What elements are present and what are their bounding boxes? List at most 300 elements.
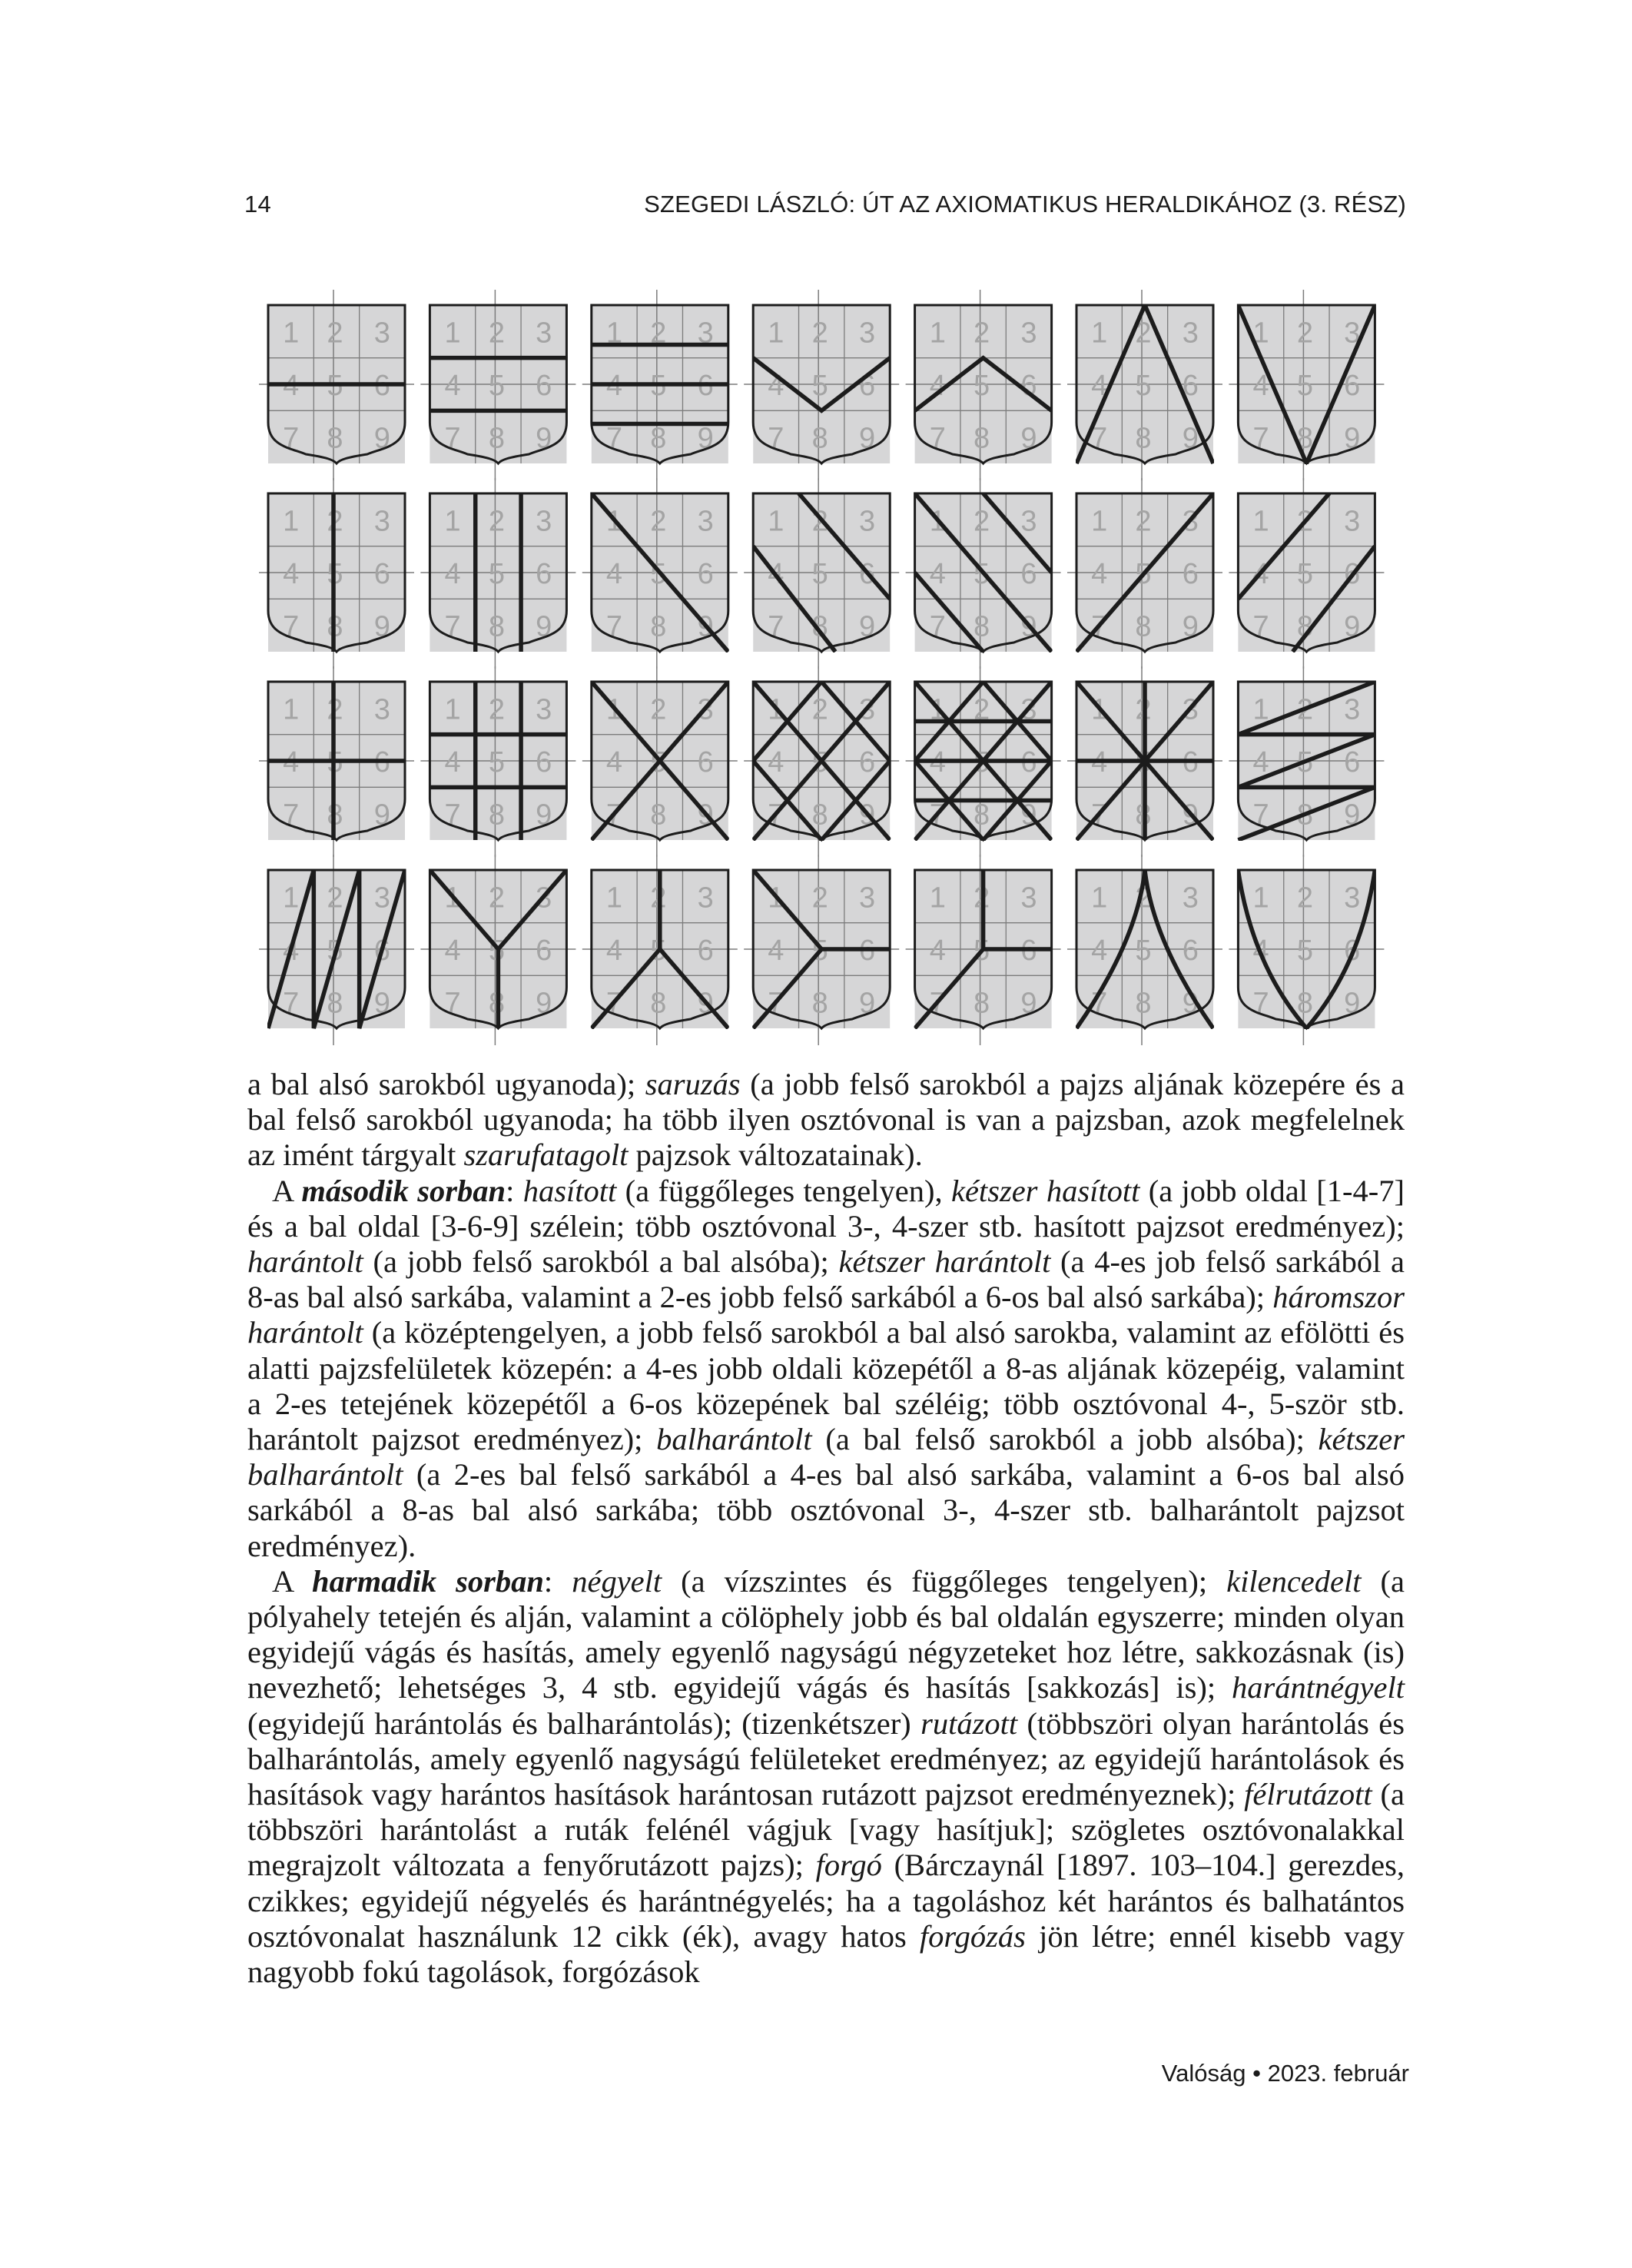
shield [1067, 290, 1222, 480]
cell-number: 3 [697, 693, 714, 726]
cell-number: 7 [283, 610, 300, 643]
cell-number: 7 [768, 987, 784, 1020]
cell-number: 7 [605, 987, 623, 1020]
cell-number: 1 [444, 505, 461, 538]
cell-number: 6 [536, 746, 552, 779]
cell-number: 8 [974, 610, 990, 643]
cell-number: 9 [1020, 610, 1037, 643]
cell-number: 2 [327, 882, 343, 915]
footer: Valóság • 2023. február [1161, 2060, 1409, 2087]
cell-number: 3 [1344, 882, 1361, 915]
cell-number: 9 [1182, 422, 1199, 455]
cell-number: 8 [811, 422, 828, 455]
cell-number: 5 [488, 746, 505, 779]
cell-number: 1 [929, 882, 946, 915]
italic-term: négyelt [572, 1563, 662, 1599]
cell-number: 5 [1296, 370, 1313, 402]
shield [744, 290, 899, 480]
cell-number: 3 [536, 693, 552, 726]
cell-number: 5 [1296, 746, 1313, 779]
cell-number: 9 [373, 422, 390, 455]
cell-number: 8 [327, 610, 343, 643]
cell-number: 3 [697, 882, 714, 915]
cell-number: 1 [768, 505, 784, 538]
cell-number: 6 [373, 370, 390, 402]
cell-number: 8 [1296, 610, 1313, 643]
text-run: (egyidejű harántolás és balharántolás); (tizenkétszer) [247, 1705, 921, 1741]
cell-number: 9 [697, 422, 714, 455]
cell-number: 5 [650, 558, 667, 590]
cell-number: 9 [536, 799, 552, 832]
cell-number: 9 [373, 987, 390, 1020]
cell-number: 7 [283, 422, 300, 455]
italic-term: forgózás [919, 1918, 1026, 1954]
cell-number: 9 [1344, 799, 1361, 832]
cell-number: 6 [858, 558, 876, 590]
cell-number: 5 [1135, 558, 1152, 590]
shield [1067, 666, 1222, 857]
cell-number: 6 [1344, 746, 1361, 779]
cell-number: 2 [650, 317, 667, 350]
cell-number: 7 [605, 610, 623, 643]
cell-number: 4 [283, 558, 300, 590]
cell-number: 4 [1252, 935, 1269, 967]
cell-number: 4 [768, 558, 784, 590]
text-run: (a jobb felső sarokból a pajzs aljának közepére és a bal felső sarokból ugyanoda; ha több ilyen osztóvonal is van a pajzsban, azok megfelelnek az imént tárgyalt [247, 1067, 1405, 1173]
cell-number: 7 [929, 799, 946, 832]
cell-number: 4 [605, 746, 623, 779]
cell-number: 3 [1182, 317, 1199, 350]
cell-number: 2 [811, 317, 828, 350]
cell-number: 3 [1182, 505, 1199, 538]
cell-number: 4 [768, 746, 784, 779]
text-run: A [272, 1563, 313, 1599]
cell-number: 9 [1182, 610, 1199, 643]
shield [1067, 478, 1222, 669]
running-title: SZEGEDI LÁSZLÓ: ÚT AZ AXIOMATIKUS HERALDIKÁHOZ (3. RÉSZ) [644, 191, 1406, 218]
cell-number: 7 [1252, 610, 1269, 643]
text-run: : [506, 1173, 523, 1208]
shield [906, 478, 1061, 669]
cell-number: 8 [974, 987, 990, 1020]
cell-number: 7 [1252, 987, 1269, 1020]
cell-number: 2 [327, 317, 343, 350]
cell-number: 6 [858, 935, 876, 967]
cell-number: 1 [605, 882, 623, 915]
cell-number: 5 [1135, 370, 1152, 402]
cell-number: 9 [697, 799, 714, 832]
text-run: : [543, 1563, 572, 1599]
cell-number: 3 [1020, 505, 1037, 538]
cell-number: 1 [1091, 693, 1108, 726]
cell-number: 5 [1135, 746, 1152, 779]
text-run: (a 2-es bal felső sarkából a 4-es bal alsó sarkába, valamint a 6-os bal alsó sarkából a 8-as bal alsó sarkába; több osztóvonal 3-, 4-szer stb. balharántolt pajzsot eredményez). [247, 1457, 1405, 1563]
cell-number: 6 [1344, 558, 1361, 590]
cell-number: 2 [974, 505, 990, 538]
cell-number: 1 [283, 317, 300, 350]
cell-number: 5 [327, 558, 343, 590]
cell-number: 4 [1091, 370, 1108, 402]
cell-number: 7 [444, 422, 461, 455]
bold-term: második sorban [301, 1173, 506, 1208]
cell-number: 5 [974, 935, 990, 967]
cell-number: 3 [373, 505, 390, 538]
cell-number: 9 [1020, 422, 1037, 455]
paragraph [247, 1067, 1405, 1174]
cell-number: 5 [811, 370, 828, 402]
shield [1067, 855, 1222, 1045]
cell-number: 8 [974, 799, 990, 832]
cell-number: 3 [858, 505, 876, 538]
cell-number: 9 [858, 799, 876, 832]
italic-term: harántolt [247, 1244, 363, 1280]
cell-number: 8 [488, 610, 505, 643]
cell-number: 8 [650, 799, 667, 832]
cell-number: 8 [488, 987, 505, 1020]
cell-number: 2 [1135, 317, 1152, 350]
cell-number: 5 [327, 370, 343, 402]
cell-number: 4 [444, 558, 461, 590]
shield [582, 290, 738, 480]
shield [906, 855, 1061, 1045]
text-run: (a függőleges tengelyen), [616, 1173, 951, 1208]
italic-term: félrutázott [1244, 1777, 1372, 1812]
cell-number: 8 [811, 610, 828, 643]
cell-number: 2 [488, 317, 505, 350]
shield [1229, 478, 1384, 669]
cell-number: 4 [605, 370, 623, 402]
cell-number: 7 [444, 610, 461, 643]
cell-number: 4 [1252, 558, 1269, 590]
italic-term: saruzás [645, 1067, 741, 1101]
text-run: a bal alsó sarokból ugyanoda); [247, 1067, 645, 1101]
cell-number: 8 [974, 422, 990, 455]
cell-number: 6 [373, 558, 390, 590]
shield [744, 855, 899, 1045]
paragraph [247, 1174, 1405, 1564]
cell-number: 2 [650, 505, 667, 538]
cell-number: 4 [605, 558, 623, 590]
cell-number: 4 [283, 370, 300, 402]
cell-number: 1 [605, 693, 623, 726]
cell-number: 7 [1091, 610, 1108, 643]
cell-number: 1 [283, 505, 300, 538]
cell-number: 5 [488, 558, 505, 590]
cell-number: 8 [1135, 610, 1152, 643]
italic-term: forgó [815, 1848, 882, 1883]
cell-number: 4 [444, 746, 461, 779]
cell-number: 3 [536, 882, 552, 915]
shield [420, 855, 576, 1045]
cell-number: 6 [1020, 370, 1037, 402]
italic-term: kétszer hasított [950, 1173, 1140, 1208]
cell-number: 5 [811, 746, 828, 779]
cell-number: 6 [1182, 370, 1199, 402]
body-text [247, 1067, 1405, 1990]
cell-number: 5 [974, 746, 990, 779]
cell-number: 7 [1091, 799, 1108, 832]
cell-number: 8 [650, 987, 667, 1020]
cell-number: 3 [536, 505, 552, 538]
cell-number: 2 [327, 693, 343, 726]
text-run: (a bal felső sarokból a jobb alsóba); [811, 1422, 1319, 1457]
text-run: (a középtengelyen, a jobb felső sarokból a bal alsó sarokba, valamint az efölötti és alatti pajzsfelületek közepén: a 4-es jobb oldali közepétől a 8-as aljának közepéig, valamint a 2-es tetejének közepétől a 6-os közepének bal széléig; több osztóvonal 4-, 5-ször stb. harántolt pajzsot eredményez); [247, 1315, 1405, 1457]
cell-number: 8 [811, 799, 828, 832]
cell-number: 1 [929, 693, 946, 726]
cell-number: 2 [974, 882, 990, 915]
cell-number: 9 [373, 610, 390, 643]
cell-number: 2 [811, 882, 828, 915]
italic-term: rutázott [920, 1705, 1018, 1741]
cell-number: 9 [1020, 799, 1037, 832]
cell-number: 8 [650, 610, 667, 643]
cell-number: 2 [327, 505, 343, 538]
cell-number: 2 [974, 317, 990, 350]
cell-number: 8 [1296, 422, 1313, 455]
cell-number: 9 [858, 422, 876, 455]
text-run: (a többszöri harántolást a ruták felénél vágjuk [vagy hasítjuk]; szögletes osztóvonalakkal megrajzolt változata a fenyőrutázott pajzs); [247, 1777, 1405, 1883]
cell-number: 6 [536, 370, 552, 402]
cell-number: 8 [1135, 987, 1152, 1020]
cell-number: 6 [697, 558, 714, 590]
italic-term: balharántolt [656, 1422, 812, 1457]
cell-number: 1 [1252, 505, 1269, 538]
cell-number: 3 [1182, 882, 1199, 915]
cell-number: 1 [929, 317, 946, 350]
cell-number: 1 [1091, 317, 1108, 350]
cell-number: 3 [536, 317, 552, 350]
cell-number: 7 [1091, 987, 1108, 1020]
cell-number: 7 [1091, 422, 1108, 455]
cell-number: 9 [536, 422, 552, 455]
cell-number: 1 [444, 317, 461, 350]
cell-number: 3 [373, 882, 390, 915]
cell-number: 8 [488, 422, 505, 455]
cell-number: 8 [327, 987, 343, 1020]
cell-number: 7 [768, 610, 784, 643]
cell-number: 2 [1296, 693, 1313, 726]
cell-number: 1 [444, 693, 461, 726]
italic-term: kétszer harántolt [838, 1244, 1051, 1280]
cell-number: 3 [858, 317, 876, 350]
cell-number: 3 [697, 505, 714, 538]
text-run: (a jobb oldal [1-4-7] és a bal oldal [3-6-9] szélein; több osztóvonal 3-, 4-szer stb. hasított pajzsot eredményez); [247, 1173, 1405, 1244]
text-run: (Bárczaynál [1897. 103–104.] gerezdes, czikkes; egyidejű négyelés és harántnégyelés; ha a tagoláshoz két harántos és balhatántos osztóvonalat használunk 12 cikk (ék), avagy hatos [247, 1848, 1405, 1954]
cell-number: 9 [697, 610, 714, 643]
cell-number: 5 [1296, 935, 1313, 967]
cell-number: 7 [768, 422, 784, 455]
cell-number: 3 [1020, 317, 1037, 350]
cell-number: 6 [1182, 746, 1199, 779]
cell-number: 3 [1344, 317, 1361, 350]
cell-number: 1 [605, 505, 623, 538]
cell-number: 8 [1296, 799, 1313, 832]
shield [420, 290, 576, 480]
cell-number: 9 [536, 987, 552, 1020]
cell-number: 2 [811, 505, 828, 538]
cell-number: 1 [768, 317, 784, 350]
italic-term: háromszor harántolt [247, 1280, 1405, 1350]
cell-number: 2 [650, 882, 667, 915]
cell-number: 8 [1135, 799, 1152, 832]
cell-number: 6 [536, 558, 552, 590]
cell-number: 9 [858, 610, 876, 643]
cell-number: 9 [1344, 610, 1361, 643]
shield-divisions-figure [0, 0, 1632, 1076]
cell-number: 4 [444, 935, 461, 967]
cell-number: 8 [811, 987, 828, 1020]
cell-number: 6 [1182, 935, 1199, 967]
cell-number: 4 [1091, 746, 1108, 779]
cell-number: 3 [858, 882, 876, 915]
cell-number: 9 [1020, 987, 1037, 1020]
text-run: jön létre; ennél kisebb vagy nagyobb fokú tagolások, forgózások [247, 1918, 1405, 1990]
cell-number: 4 [1091, 558, 1108, 590]
italic-term: szarufatagolt [463, 1137, 629, 1173]
cell-number: 4 [283, 935, 300, 967]
cell-number: 3 [1344, 505, 1361, 538]
cell-number: 3 [1182, 693, 1199, 726]
shield [906, 290, 1061, 480]
cell-number: 9 [858, 987, 876, 1020]
cell-number: 7 [1252, 422, 1269, 455]
cell-number: 9 [536, 610, 552, 643]
cell-number: 8 [488, 799, 505, 832]
text-run: pajzsok változatainak). [628, 1137, 923, 1173]
cell-number: 4 [283, 746, 300, 779]
cell-number: 9 [373, 799, 390, 832]
cell-number: 7 [1252, 799, 1269, 832]
cell-number: 5 [974, 370, 990, 402]
cell-number: 9 [1182, 987, 1199, 1020]
cell-number: 9 [1344, 987, 1361, 1020]
cell-number: 9 [1344, 422, 1361, 455]
cell-number: 1 [444, 882, 461, 915]
italic-term: hasított [522, 1173, 617, 1208]
cell-number: 1 [1091, 505, 1108, 538]
cell-number: 6 [373, 746, 390, 779]
cell-number: 2 [1296, 505, 1313, 538]
cell-number: 1 [768, 882, 784, 915]
cell-number: 4 [605, 935, 623, 967]
shield-grid-svg [0, 0, 1632, 1076]
cell-number: 8 [1135, 422, 1152, 455]
cell-number: 6 [536, 935, 552, 967]
cell-number: 5 [488, 935, 505, 967]
cell-number: 7 [929, 987, 946, 1020]
text-run: (a pólyahely tetején és alján, valamint a cölöphely jobb és bal oldalán egyszerre; minden olyan egyidejű vágás és hasítás, amely egyenlő nagyságú négyzeteket hoz létre, sakkozásnak (is) nevezhető; lehetséges 3, 4 stb. egyidejű vágás és hasítás [sakkozás] is); [247, 1563, 1405, 1705]
cell-number: 4 [1252, 746, 1269, 779]
cell-number: 5 [811, 558, 828, 590]
bold-term: harmadik sorban [312, 1563, 544, 1599]
cell-number: 7 [444, 799, 461, 832]
cell-number: 9 [1182, 799, 1199, 832]
division-lines [1076, 682, 1213, 840]
cell-number: 5 [327, 935, 343, 967]
cell-number: 1 [283, 693, 300, 726]
cell-number: 4 [929, 746, 946, 779]
cell-number: 5 [650, 370, 667, 402]
shield [744, 666, 899, 857]
cell-number: 5 [650, 746, 667, 779]
cell-number: 6 [697, 370, 714, 402]
cell-number: 3 [858, 693, 876, 726]
shield [582, 478, 738, 669]
italic-term: kétszer balharántolt [247, 1422, 1405, 1493]
cell-number: 3 [1020, 693, 1037, 726]
cell-number: 6 [1344, 935, 1361, 967]
cell-number: 4 [444, 370, 461, 402]
text-run: A [272, 1173, 302, 1208]
shield [906, 666, 1061, 857]
cell-number: 2 [488, 882, 505, 915]
cell-number: 8 [650, 422, 667, 455]
shield [420, 666, 576, 857]
cell-number: 8 [1296, 987, 1313, 1020]
shield [259, 290, 414, 480]
cell-number: 1 [1252, 693, 1269, 726]
cell-number: 7 [768, 799, 784, 832]
shield [582, 666, 738, 857]
cell-number: 8 [327, 799, 343, 832]
cell-number: 7 [283, 799, 300, 832]
cell-number: 8 [327, 422, 343, 455]
cell-number: 6 [697, 746, 714, 779]
cell-number: 5 [1135, 935, 1152, 967]
cell-number: 4 [929, 370, 946, 402]
cell-number: 1 [1252, 317, 1269, 350]
cell-number: 4 [1252, 370, 1269, 402]
cell-number: 1 [283, 882, 300, 915]
shield [582, 855, 738, 1045]
cell-number: 5 [1296, 558, 1313, 590]
text-run: (a jobb felső sarokból a bal alsóba); [363, 1244, 839, 1280]
cell-number: 5 [974, 558, 990, 590]
text-run: (a 4-es job felső sarkából a 8-as bal alsó sarkába, valamint a 2-es jobb felső sarkából a 6-os bal alsó sarkába); [247, 1244, 1405, 1315]
cell-number: 6 [1020, 558, 1037, 590]
cell-number: 2 [1135, 505, 1152, 538]
shield [744, 478, 899, 669]
cell-number: 4 [929, 558, 946, 590]
cell-number: 7 [444, 987, 461, 1020]
cell-number: 7 [929, 610, 946, 643]
italic-term: harántnégyelt [1232, 1670, 1405, 1705]
shield [259, 855, 414, 1045]
cell-number: 2 [488, 693, 505, 726]
cell-number: 2 [650, 693, 667, 726]
cell-number: 2 [974, 693, 990, 726]
cell-number: 2 [811, 693, 828, 726]
cell-number: 2 [1135, 882, 1152, 915]
cell-number: 6 [697, 935, 714, 967]
shield [259, 478, 414, 669]
cell-number: 5 [327, 746, 343, 779]
cell-number: 4 [768, 935, 784, 967]
cell-number: 1 [1091, 882, 1108, 915]
italic-term: kilencedelt [1226, 1563, 1362, 1599]
cell-number: 3 [1020, 882, 1037, 915]
cell-number: 7 [283, 987, 300, 1020]
cell-number: 5 [650, 935, 667, 967]
cell-number: 1 [1252, 882, 1269, 915]
cell-number: 2 [1296, 317, 1313, 350]
cell-number: 6 [1344, 370, 1361, 402]
text-run: (többszöri olyan harántolás és balharántolás, amely egyenlő nagyságú felületeket eredményez; az egyidejű harántolások és hasítások vagy harántos hasítások harántosan rutázott pajzsot eredményeznek); [247, 1705, 1405, 1812]
cell-number: 4 [768, 370, 784, 402]
cell-number: 7 [929, 422, 946, 455]
cell-number: 6 [858, 370, 876, 402]
cell-number: 7 [605, 799, 623, 832]
